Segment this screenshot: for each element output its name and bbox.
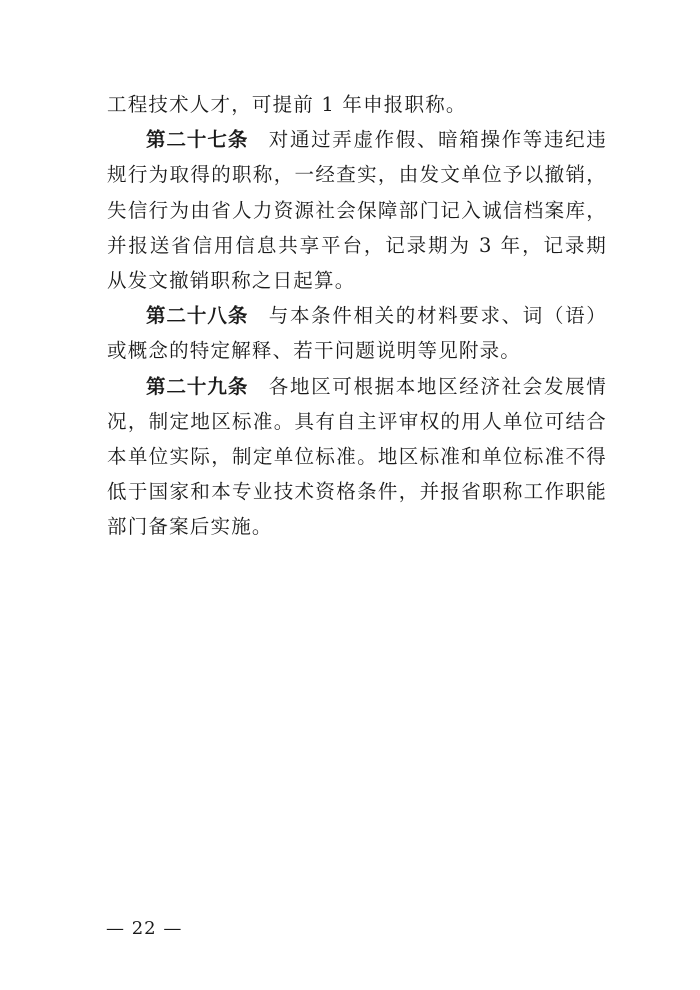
article-29: [107, 369, 607, 545]
article-28-text: 与本条件相关的材料要求、词（语）或概念的特定解释、若干问题说明等见附录。: [107, 304, 607, 363]
page-number: — 22 —: [106, 918, 183, 939]
article-27-text: 对通过弄虚作假、暗箱操作等违纪违规行为取得的职称，一经查实，由发文单位予以撤销，失信行为由省人力资源社会保障部门记入诚信档案库，并报送省信用信息共享平台，记录期为 3 年，记录期从发文撤销职称之日起算。: [107, 128, 607, 293]
article-27: [107, 122, 607, 298]
article-28: [107, 298, 607, 368]
article-29-text: 各地区可根据本地区经济社会发展情况，制定地区标准。具有自主评审权的用人单位可结合本单位实际，制定单位标准。地区标准和单位标准不得低于国家和本专业技术资格条件，并报省职称工作职能部门备案后实施。: [107, 374, 607, 539]
article-27-title: 第二十七条: [146, 128, 249, 152]
article-29-title: 第二十九条: [146, 374, 249, 398]
page-content: [107, 87, 607, 545]
continuation-paragraph: 工程技术人才，可提前 1 年申报职称。: [107, 93, 467, 116]
article-28-title: 第二十八条: [146, 304, 249, 328]
